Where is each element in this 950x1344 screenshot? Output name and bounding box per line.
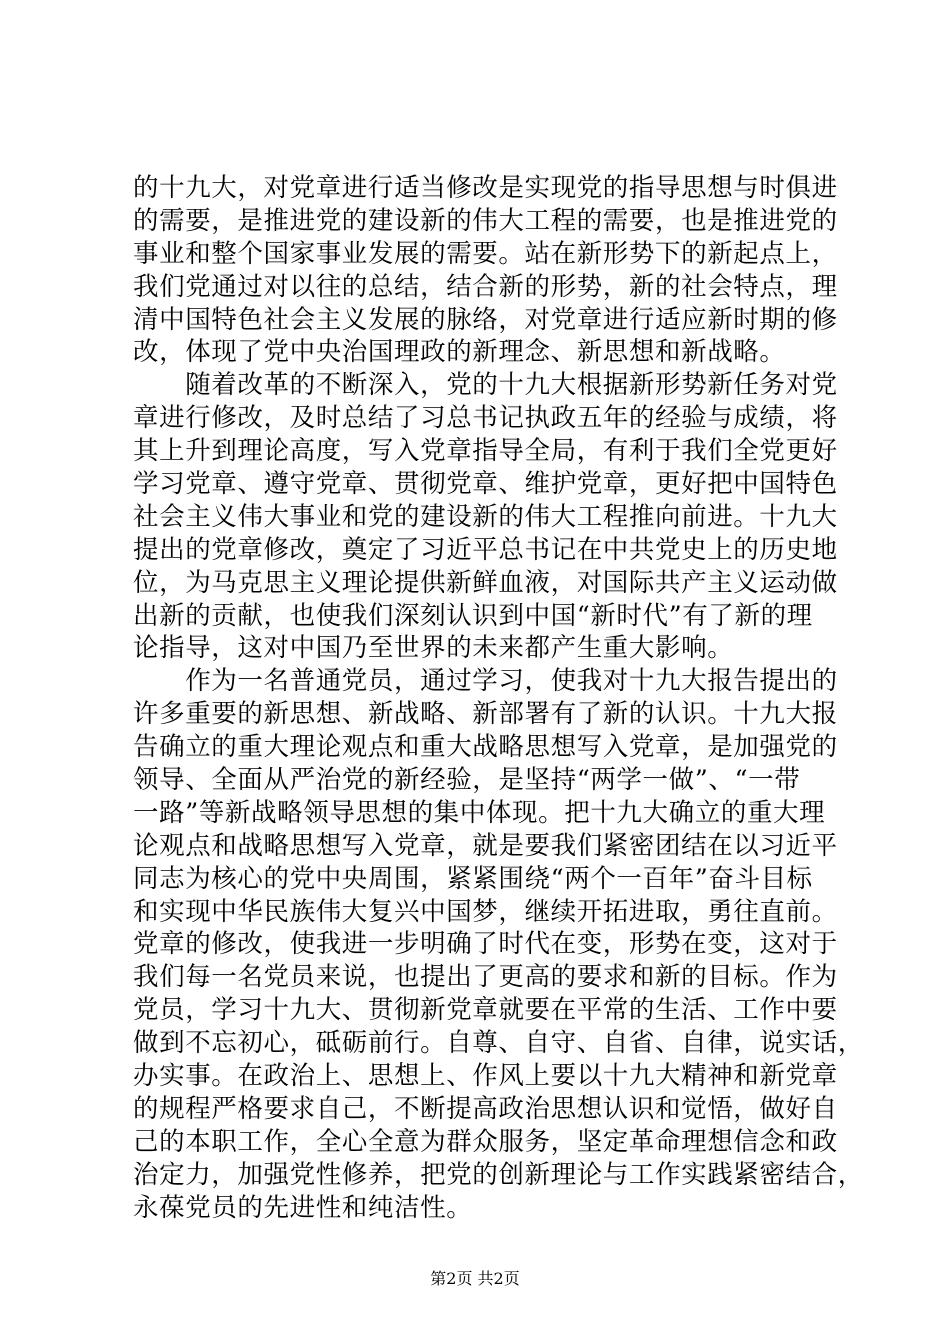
- text-line: 告确立的重大理论观点和重大战略思想写入党章，是加强党的: [133, 732, 838, 763]
- page-footer: 第2页 共2页: [430, 1269, 520, 1288]
- text-line: 永葆党员的先进性和纯洁性。: [133, 1192, 473, 1223]
- text-line: 治定力，加强党性修养，把党的创新理论与工作实践紧密结合，: [133, 1159, 864, 1190]
- text-line: 清中国特色社会主义发展的脉络，对党章进行适应新时期的修: [133, 304, 838, 335]
- text-line: 己的本职工作，全心全意为群众服务，坚定革命理想信念和政: [133, 1126, 838, 1157]
- text-line: 领导、全面从严治党的新经验，是坚持“两学一做”、“一带: [133, 765, 801, 796]
- text-line: 其上升到理论高度，写入党章指导全局，有利于我们全党更好: [133, 436, 838, 467]
- text-line: 和实现中华民族伟大复兴中国梦，继续开拓进取，勇往直前。: [133, 896, 838, 927]
- text-line: 我们每一名党员来说，也提出了更高的要求和新的目标。作为: [133, 962, 838, 993]
- text-line: 同志为核心的党中央周围，紧紧围绕“两个一百年”奋斗目标: [133, 863, 813, 894]
- text-line: 的需要，是推进党的建设新的伟大工程的需要，也是推进党的: [133, 205, 838, 236]
- text-line: 一路”等新战略领导思想的集中体现。把十九大确立的重大理: [133, 797, 826, 828]
- text-line: 改，体现了党中央治国理政的新理念、新思想和新战略。: [133, 337, 786, 368]
- text-line: 提出的党章修改，奠定了习近平总书记在中共党史上的历史地: [133, 534, 838, 565]
- text-line: 党员，学习十九大、贯彻新党章就要在平常的生活、工作中要: [133, 995, 838, 1026]
- document-body: [133, 172, 864, 1225]
- text-line: 学习党章、遵守党章、贯彻党章、维护党章，更好把中国特色: [133, 469, 838, 500]
- text-line: 位，为马克思主义理论提供新鲜血液，对国际共产主义运动做: [133, 567, 838, 598]
- text-line: 作为一名普通党员，通过学习，使我对十九大报告提出的: [133, 666, 838, 697]
- text-line: 出新的贡献，也使我们深刻认识到中国“新时代”有了新的理: [133, 600, 813, 631]
- text-line: 的规程严格要求自己，不断提高政治思想认识和觉悟，做好自: [133, 1093, 838, 1124]
- text-line: 办实事。在政治上、思想上、作风上要以十九大精神和新党章: [133, 1061, 838, 1092]
- text-line: 章进行修改，及时总结了习总书记执政五年的经验与成绩，将: [133, 403, 838, 434]
- text-line: 论指导，这对中国乃至世界的未来都产生重大影响。: [133, 633, 734, 664]
- text-line: 我们党通过对以往的总结，结合新的形势，新的社会特点，理: [133, 271, 838, 302]
- text-line: 党章的修改，使我进一步明确了时代在变，形势在变，这对于: [133, 929, 838, 960]
- text-line: 事业和整个国家事业发展的需要。站在新形势下的新起点上，: [133, 238, 838, 269]
- text-line: 的十九大，对党章进行适当修改是实现党的指导思想与时俱进: [133, 173, 838, 203]
- text-line: 许多重要的新思想、新战略、新部署有了新的认识。十九大报: [133, 699, 838, 730]
- text-line: 随着改革的不断深入，党的十九大根据新形势新任务对党: [133, 370, 838, 401]
- text-line: 做到不忘初心，砥砺前行。自尊、自守、自省、自律，说实话，: [133, 1028, 864, 1059]
- text-line: 论观点和战略思想写入党章，就是要我们紧密团结在以习近平: [133, 830, 838, 861]
- text-line: 社会主义伟大事业和党的建设新的伟大工程推向前进。十九大: [133, 501, 838, 532]
